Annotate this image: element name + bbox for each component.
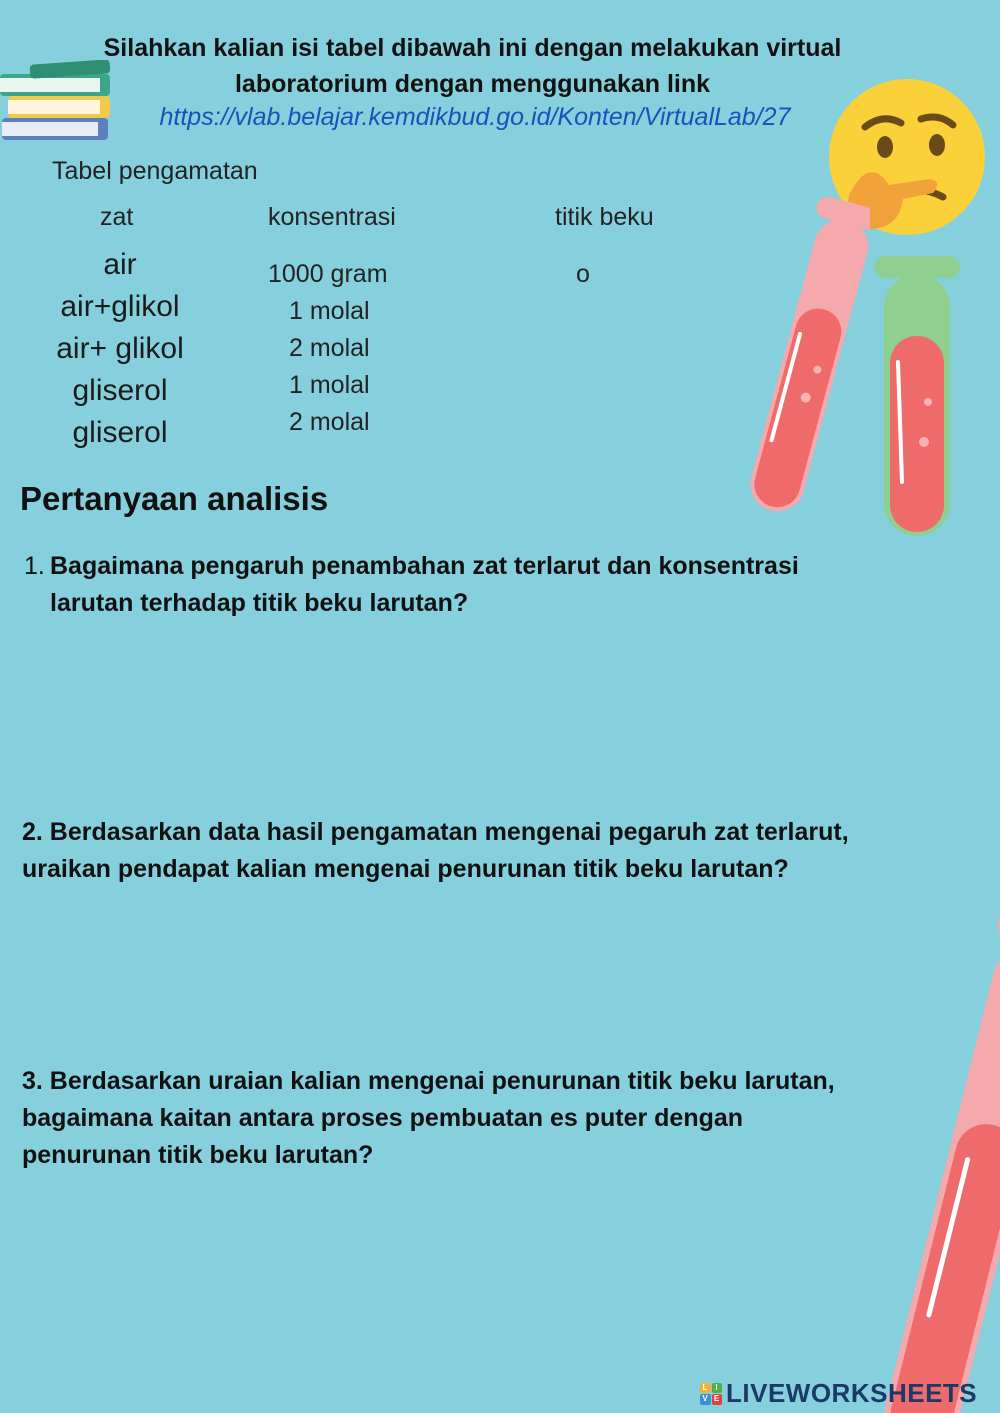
question-1-line-1: Bagaimana pengaruh penambahan zat terlarut dan konsentrasi xyxy=(50,552,799,580)
badge-letter-i: I xyxy=(712,1383,723,1394)
liveworksheets-logo xyxy=(700,1378,977,1409)
cell-konsentrasi-row-2: 1 molal xyxy=(289,297,370,325)
badge-letter-e: E xyxy=(712,1394,723,1405)
table-label: Tabel pengamatan xyxy=(52,157,258,185)
cell-zat-row-2: air+glikol xyxy=(60,290,180,323)
instruction-line-1: Silahkan kalian isi tabel dibawah ini dengan melakukan virtual xyxy=(103,34,842,62)
question-1-number: 1. xyxy=(24,552,45,580)
question-3-line-1: 3. Berdasarkan uraian kalian mengenai penurunan titik beku larutan, xyxy=(22,1067,835,1095)
virtual-lab-link[interactable]: https://vlab.belajar.kemdikbud.go.id/Konten/VirtualLab/27 xyxy=(159,103,791,131)
question-3-line-3: penurunan titik beku larutan? xyxy=(22,1141,374,1169)
instruction-heading xyxy=(40,30,905,102)
question-1 xyxy=(50,548,799,622)
badge-letter-l: L xyxy=(700,1383,711,1394)
test-tube-green-illustration xyxy=(870,252,965,542)
liveworksheets-wordmark: LIVEWORKSHEETS xyxy=(726,1378,978,1408)
badge-letter-v: V xyxy=(700,1394,711,1405)
cell-zat-row-5: gliserol xyxy=(72,416,168,449)
liveworksheets-badge-icon xyxy=(700,1383,722,1405)
question-2-line-2: uraikan pendapat kalian mengenai penurunan titik beku larutan? xyxy=(22,855,789,883)
column-header-titik-beku: titik beku xyxy=(555,203,654,231)
column-header-konsentrasi: konsentrasi xyxy=(268,203,396,231)
analysis-heading: Pertanyaan analisis xyxy=(20,480,329,517)
column-header-zat: zat xyxy=(100,203,134,231)
cell-konsentrasi-row-3: 2 molal xyxy=(289,334,370,362)
test-tube-pink-illustration xyxy=(730,185,870,545)
question-3-line-2: bagaimana kaitan antara proses pembuatan es puter dengan xyxy=(22,1104,744,1132)
question-2 xyxy=(22,814,849,888)
cell-zat-row-4: gliserol xyxy=(72,374,168,407)
cell-titik-beku-row-1: o xyxy=(576,260,590,288)
cell-konsentrasi-row-5: 2 molal xyxy=(289,408,370,436)
instruction-line-2: laboratorium dengan menggunakan link xyxy=(234,70,711,98)
test-tube-large-illustration xyxy=(850,900,1000,1413)
cell-konsentrasi-row-4: 1 molal xyxy=(289,371,370,399)
question-2-line-1: 2. Berdasarkan data hasil pengamatan mengenai pegaruh zat terlarut, xyxy=(22,818,849,846)
cell-konsentrasi-row-1: 1000 gram xyxy=(268,260,388,288)
cell-zat-row-3: air+ glikol xyxy=(56,332,184,365)
question-1-line-2: larutan terhadap titik beku larutan? xyxy=(50,589,469,617)
cell-zat-row-1: air xyxy=(103,248,137,281)
question-3 xyxy=(22,1063,835,1174)
